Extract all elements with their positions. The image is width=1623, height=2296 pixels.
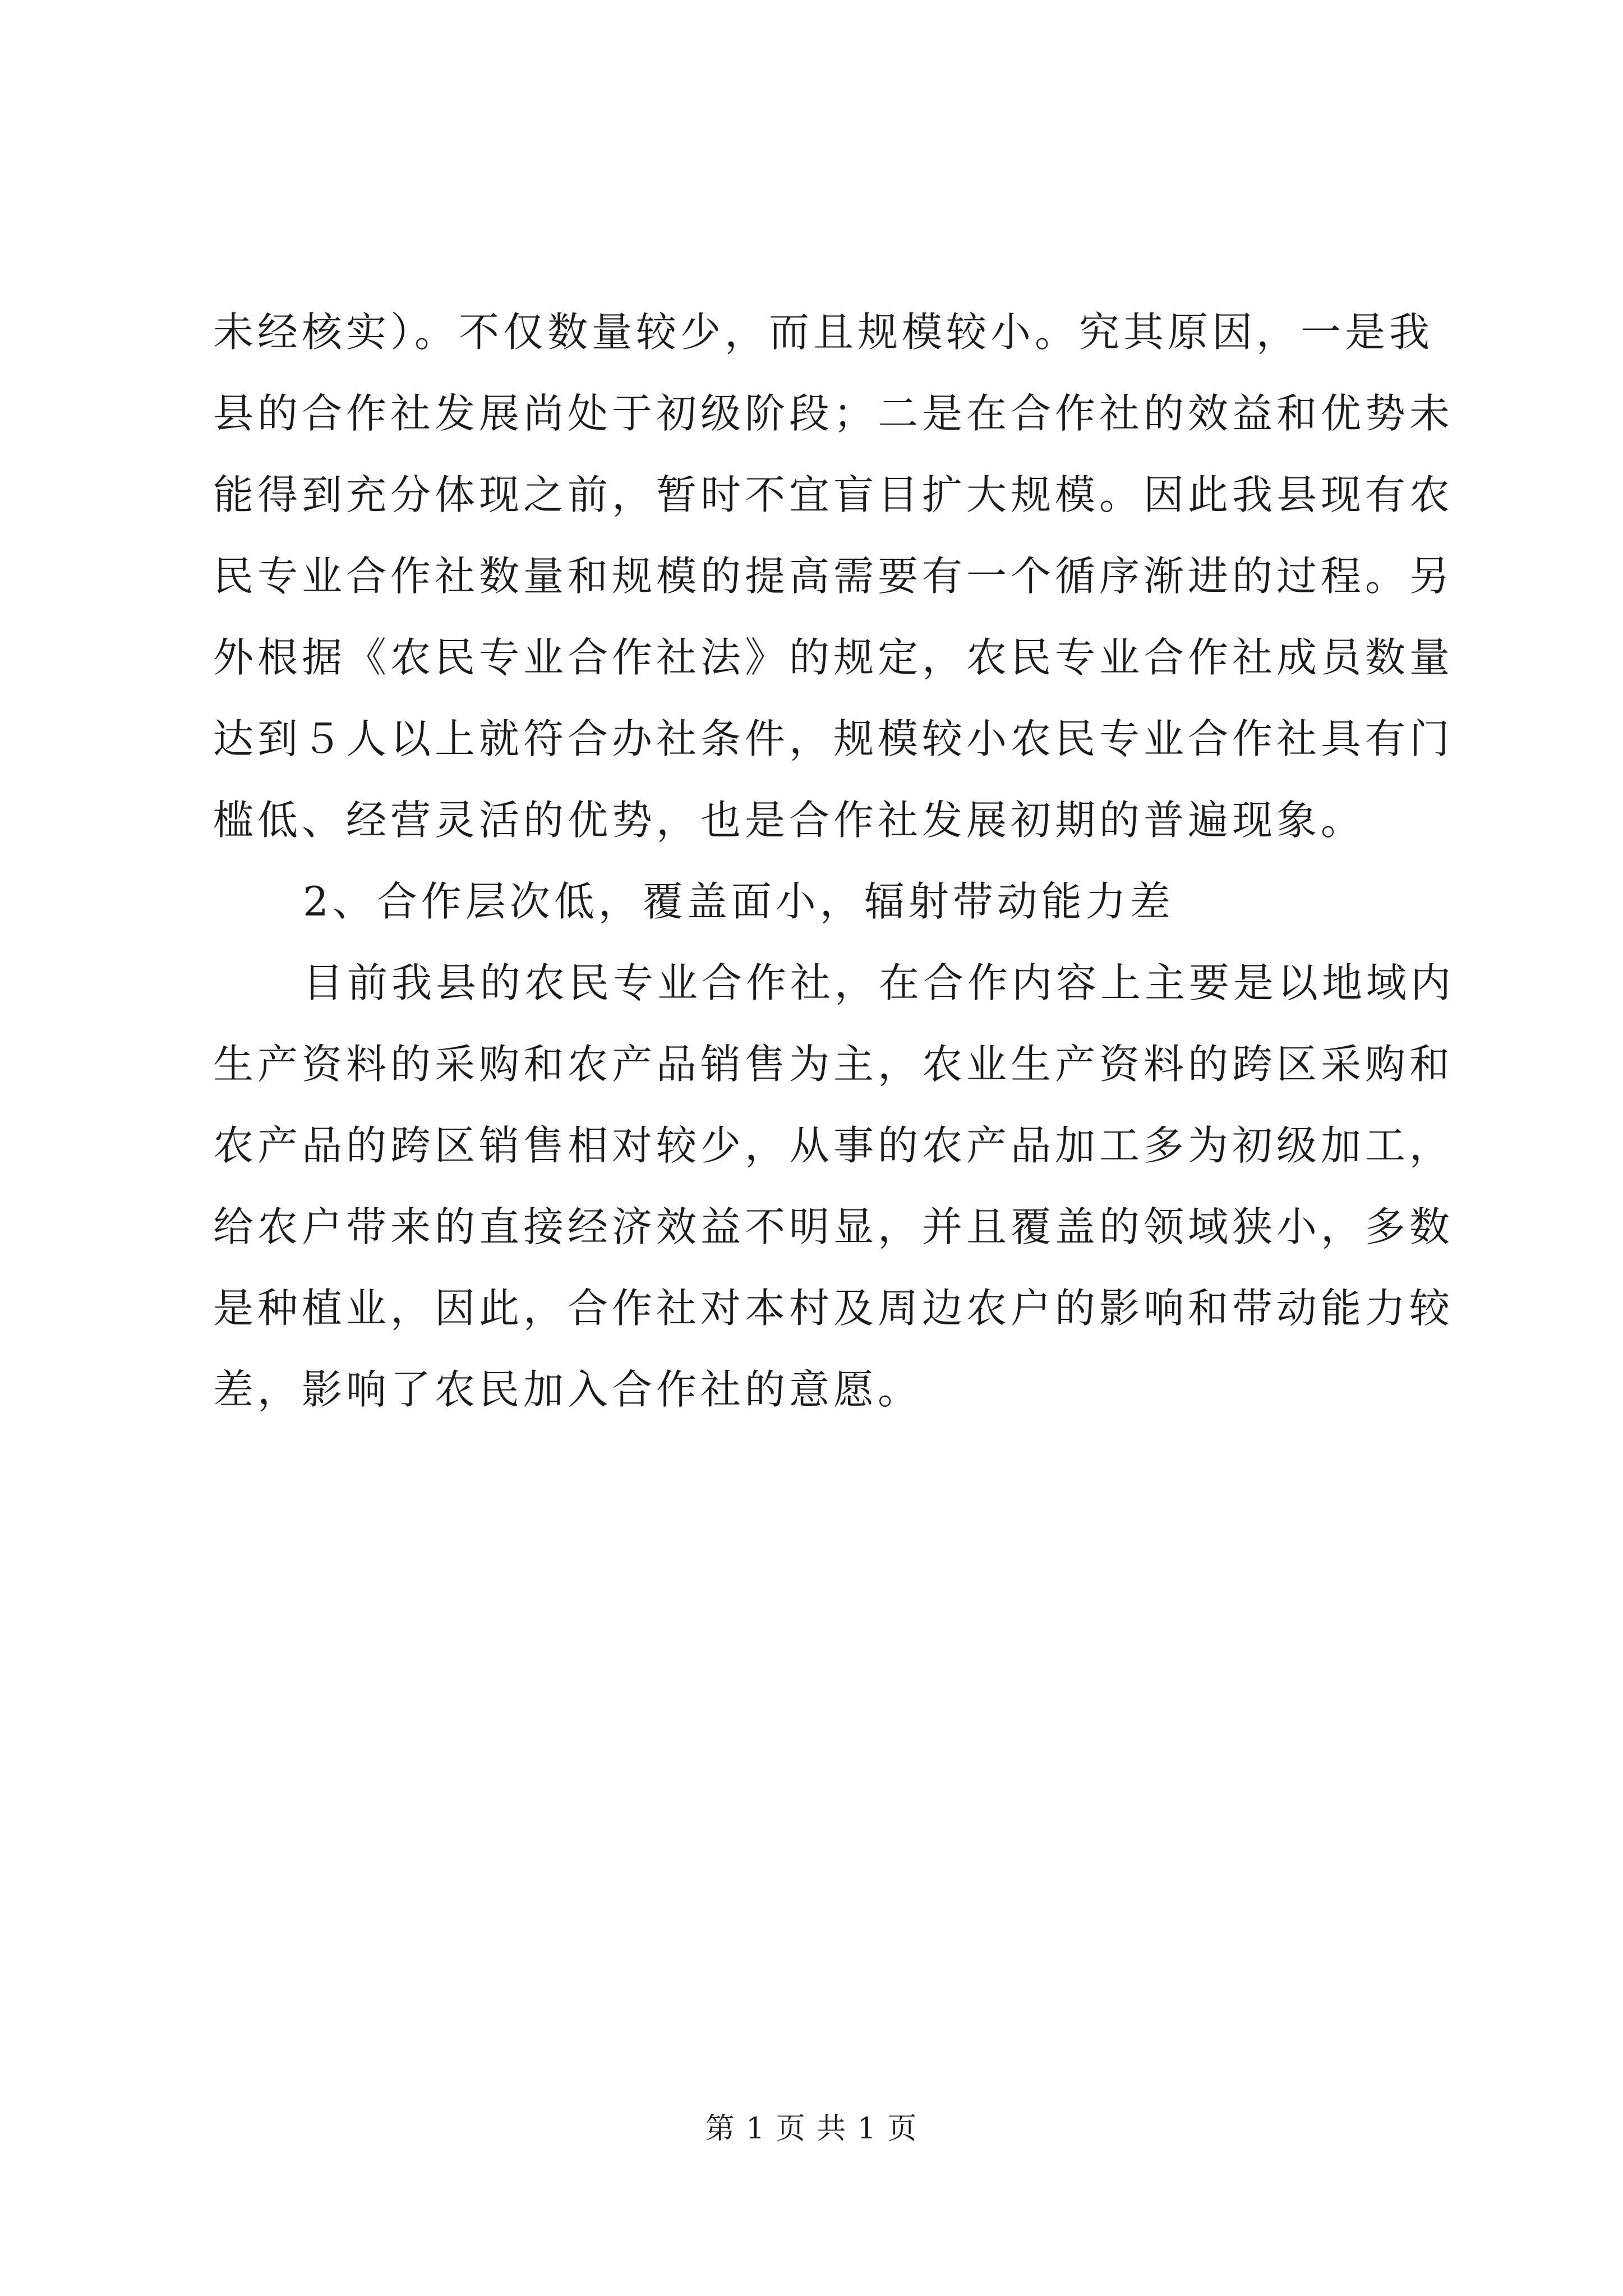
- section-heading: 2、合作层次低，覆盖面小，辐射带动能力差: [303, 878, 1174, 925]
- paragraph-line: 县的合作社发展尚处于初级阶段；二是在合作社的效益和优势未: [213, 390, 1454, 437]
- paragraph-line: 槛低、经营灵活的优势，也是合作社发展初期的普遍现象。: [213, 797, 1366, 844]
- paragraph-line: 是种植业，因此，合作社对本村及周边农户的影响和带动能力较: [213, 1285, 1454, 1332]
- document-body: [213, 292, 1455, 1430]
- paragraph-line: 未经核实）。不仅数量较少，而且规模较小。究其原因，一是我: [213, 309, 1434, 356]
- page-number: 第 1 页 共 1 页: [705, 2112, 918, 2146]
- paragraph-line: 民专业合作社数量和规模的提高需要有一个循序渐进的过程。另: [213, 553, 1454, 600]
- paragraph-line: 农产品的跨区销售相对较少，从事的农产品加工多为初级加工，: [213, 1122, 1454, 1169]
- paragraph-line: 达到５人以上就符合办社条件，规模较小农民专业合作社具有门: [213, 715, 1454, 762]
- paragraph-line: 外根据《农民专业合作社法》的规定，农民专业合作社成员数量: [213, 634, 1454, 681]
- page-footer: [0, 2109, 1623, 2148]
- paragraph-line: 目前我县的农民专业合作社，在合作内容上主要是以地域内: [303, 959, 1455, 1006]
- paragraph-line: 差，影响了农民加入合作社的意愿。: [213, 1366, 923, 1413]
- paragraph-line: 能得到充分体现之前，暂时不宜盲目扩大规模。因此我县现有农: [213, 471, 1454, 518]
- paragraph-line: 给农户带来的直接经济效益不明显，并且覆盖的领域狭小，多数: [213, 1203, 1454, 1250]
- paragraph-line: 生产资料的采购和农产品销售为主，农业生产资料的跨区采购和: [213, 1041, 1454, 1088]
